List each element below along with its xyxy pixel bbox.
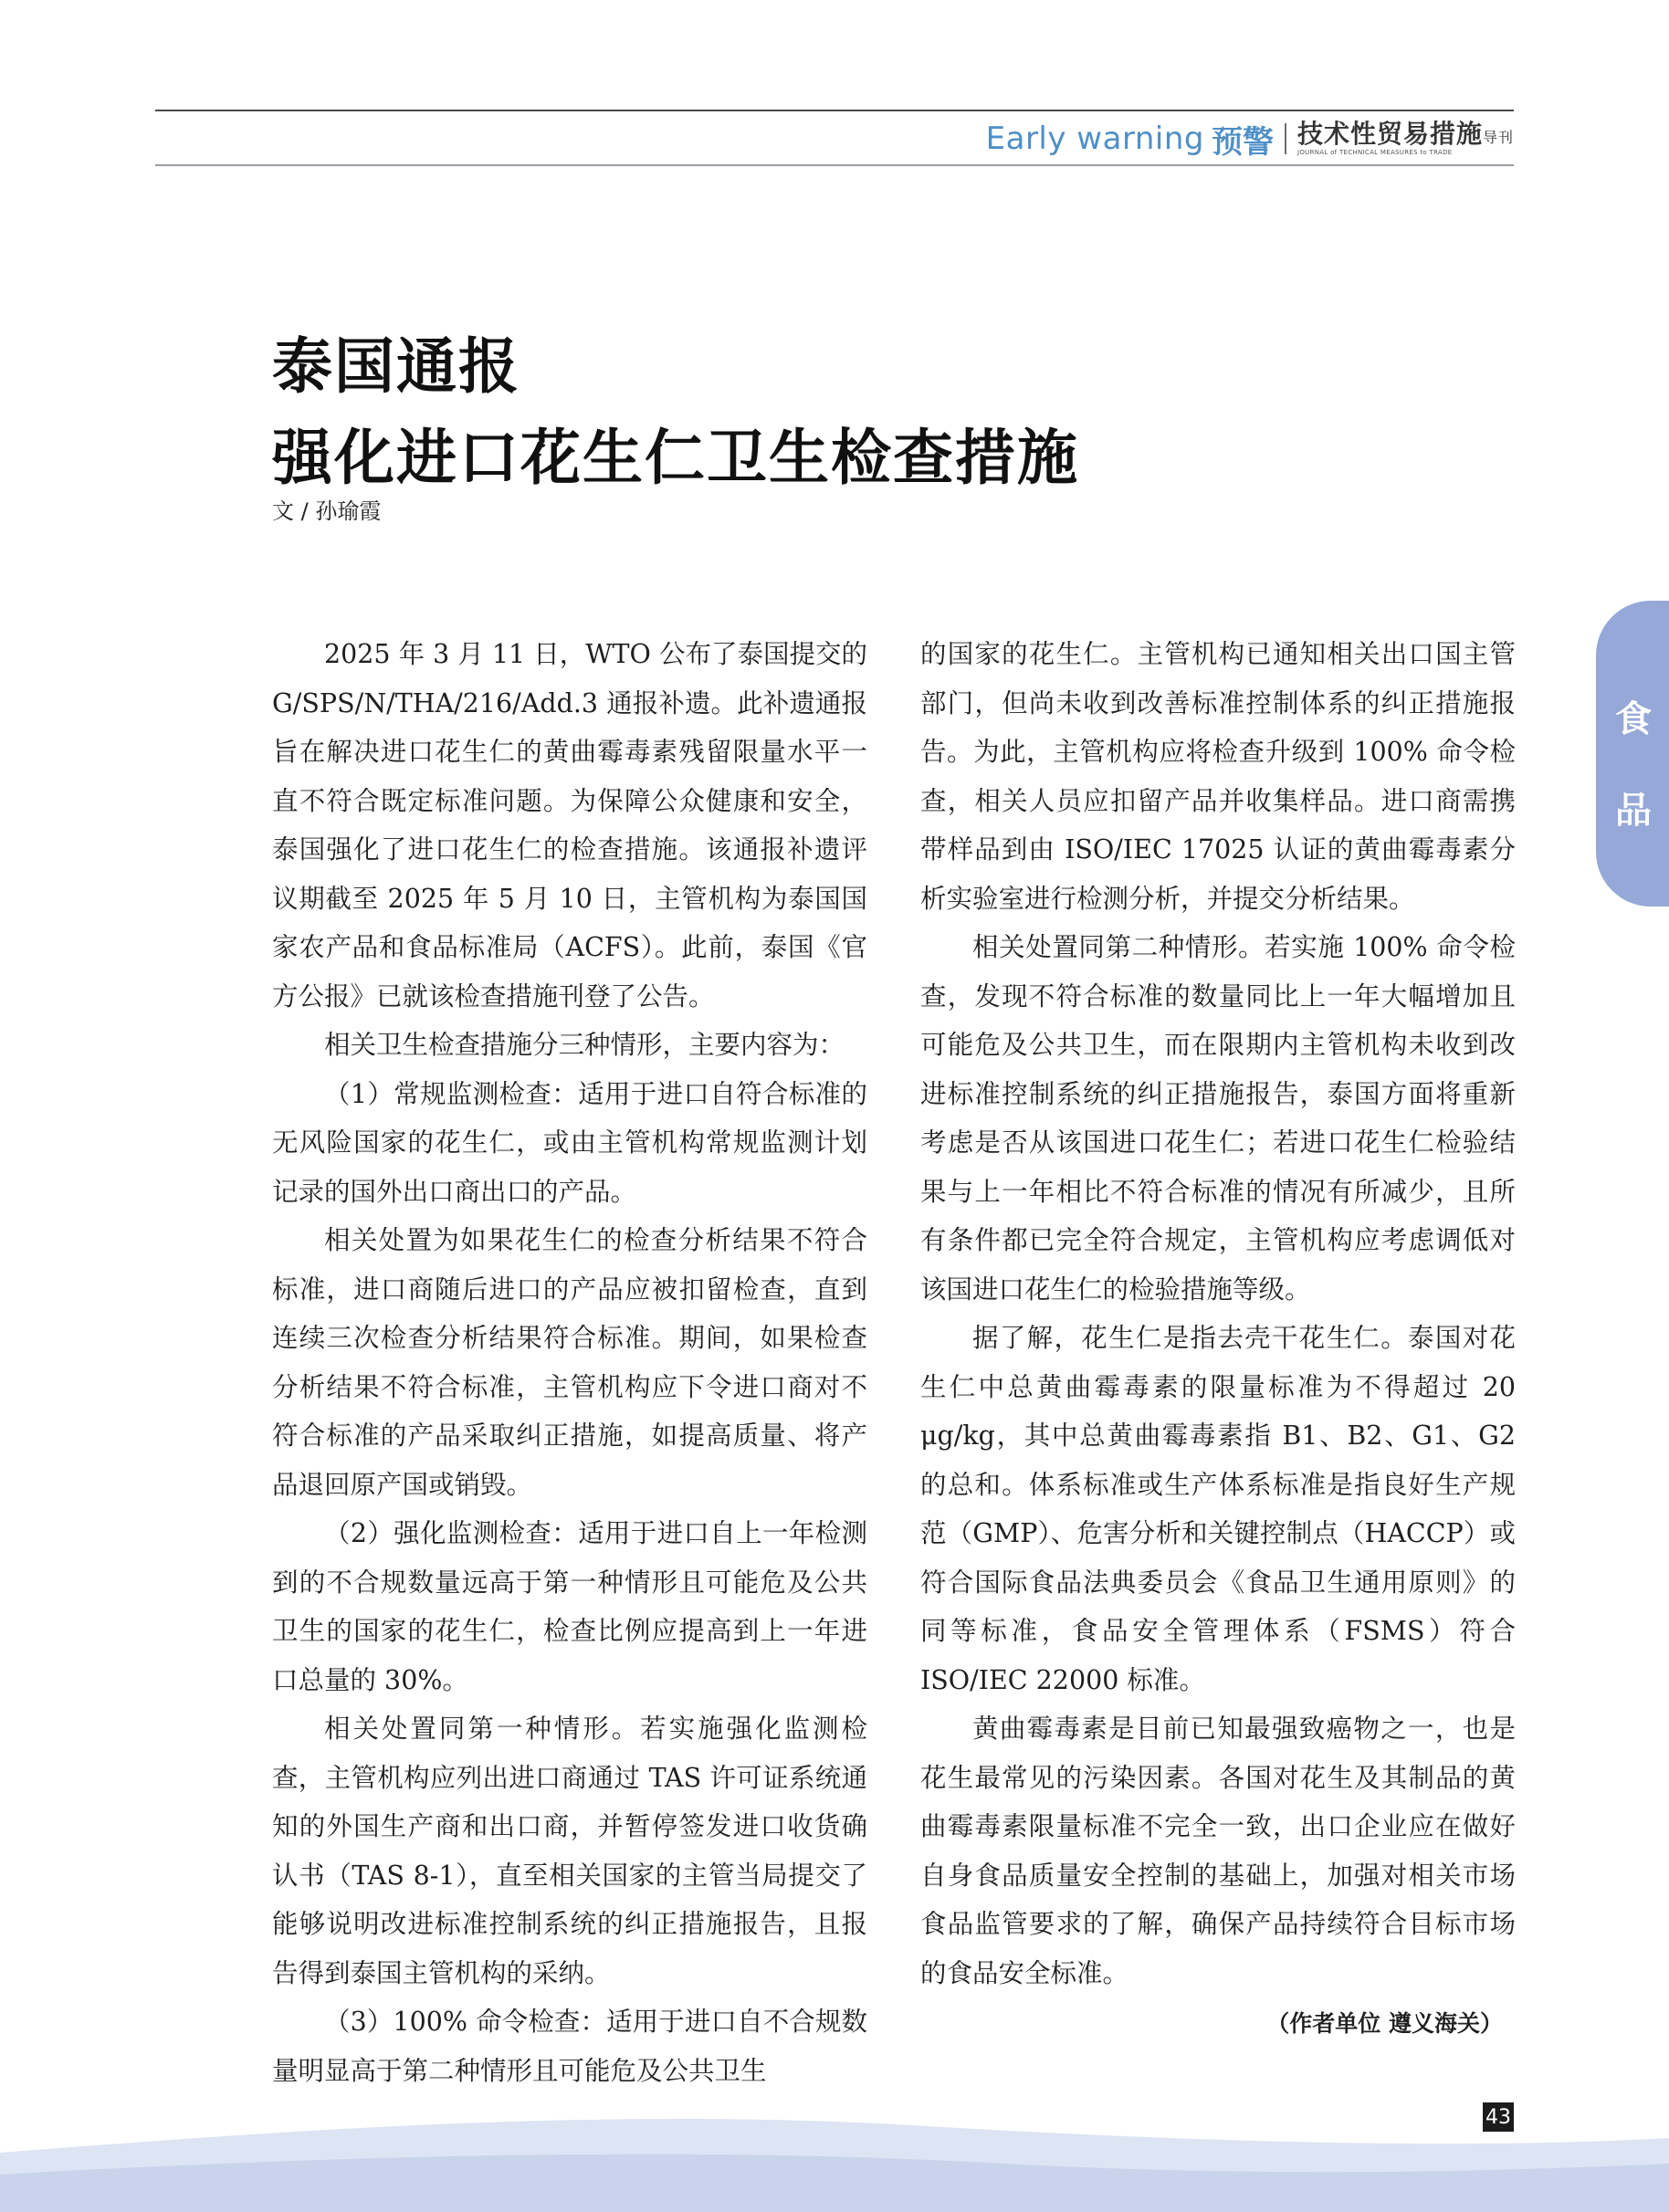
title-line-1: 泰国通报 — [272, 331, 520, 402]
paragraph: 黄曲霉毒素是目前已知最强致癌物之一，也是花生最常见的污染因素。各国对花生及其制品的黄曲霉毒素限量标准不完全一致，出口企业应在做好自身食品质量安全控制的基础上，加强对相关市场食品监管要求的了解，确保产品持续符合目标市场的食品安全标准。 — [920, 1714, 1516, 1988]
paragraph: 相关处置同第二种情形。若实施 100% 命令检查，发现不符合标准的数量同比上一年大幅增加且可能危及公共卫生，而在限期内主管机构未收到改进标准控制系统的纠正措施报告，泰国方面将重新考虑是否从该国进口花生仁；若进口花生仁检验结果与上一年相比不符合标准的情况有所减少，且所有条件都已完全符合规定，主管机构应考虑调低对该国进口花生仁的检验措施等级。 — [920, 932, 1516, 1305]
header-rule-top — [155, 110, 1514, 111]
section-tab-char-2: 品 — [1615, 790, 1652, 832]
page-number: 43 — [1483, 2102, 1514, 2132]
paragraph: 2025 年 3 月 11 日，WTO 公布了泰国提交的 G/SPS/N/THA/216/Add.3 通报补遗。此补遗通报旨在解决进口花生仁的黄曲霉毒素残留限量水平一直不符合既定标准问题。为保障公众健康和安全，泰国强化了进口花生仁的检查措施。该通报补遗评议期截至 2025 年 5 月 10 日，主管机构为泰国国家农产品和食品标准局（ACFS）。此前，泰国《官方公报》已就该检查措施刊登了公告。 — [272, 639, 867, 1012]
footer-wave-decoration — [0, 2100, 1669, 2212]
paragraph: （3）100% 命令检查：适用于进口自不合规数量明显高于第二种情形且可能危及公共卫生 — [272, 2007, 867, 2086]
author-unit: （作者单位 遵义海关） — [1266, 2010, 1503, 2037]
byline: 文 / 孙瑜霞 — [272, 498, 382, 524]
journal-logo — [1297, 121, 1514, 156]
header-separator — [1285, 123, 1286, 154]
journal-suffix: 导刊 — [1482, 129, 1514, 146]
paragraph: （1）常规监测检查：适用于进口自符合标准的无风险国家的花生仁，或由主管机构常规监测计划记录的国外出口商出口的产品。 — [272, 1078, 867, 1207]
section-tab-food — [1596, 601, 1669, 907]
title-line-2: 强化进口花生仁卫生检查措施 — [272, 423, 1079, 493]
running-header — [985, 119, 1514, 161]
header-yujing: 预警 — [1211, 123, 1274, 161]
paragraph: 相关处置为如果花生仁的检查分析结果不符合标准，进口商随后进口的产品应被扣留检查，直到连续三次检查分析结果符合标准。期间，如果检查分析结果不符合标准，主管机构应下令进口商对不符合标准的产品采取纠正措施，如提高质量、将产品退回原产国或销毁。 — [272, 1225, 867, 1500]
paragraph: （2）强化监测检查：适用于进口自上一年检测到的不合规数量远高于第一种情形且可能危及公共卫生的国家的花生仁，检查比例应提高到上一年进口总量的 30%。 — [272, 1518, 867, 1695]
journal-name: 技术性贸易措施 — [1296, 119, 1483, 149]
section-tab-char-1: 食 — [1615, 698, 1652, 740]
journal-english-name: JOURNAL of TECHNICAL MEASURES to TRADE — [1296, 149, 1453, 156]
header-early-warning: Early warning — [985, 121, 1204, 157]
paragraph-continued: 的国家的花生仁。主管机构已通知相关出口国主管部门，但尚未收到改善标准控制体系的纠正措施报告。为此，主管机构应将检查升级到 100% 命令检查，相关人员应扣留产品并收集样品。进口商需携带样品到由 ISO/IEC 17025 认证的黄曲霉毒素分析实验室进行检测分析，并提交分析结果。 — [920, 639, 1516, 914]
right-column — [920, 630, 1516, 2049]
article-title — [272, 321, 1079, 504]
paragraph: 据了解，花生仁是指去壳干花生仁。泰国对花生仁中总黄曲霉毒素的限量标准为不得超过 20 μg/kg，其中总黄曲霉毒素指 B1、B2、G1、G2 的总和。体系标准或生产体系标准是指良好生产规范（GMP）、危害分析和关键控制点（HACCP）或符合国际食品法典委员会《食品卫生通用原则》的同等标准，食品安全管理体系（FSMS）符合 ISO/IEC 22000 标准。 — [920, 1323, 1516, 1695]
header-rule-bottom — [155, 164, 1514, 166]
left-column — [272, 630, 867, 2095]
paragraph: 相关处置同第一种情形。若实施强化监测检查，主管机构应列出进口商通过 TAS 许可证系统通知的外国生产商和出口商，并暂停签发进口收货确认书（TAS 8-1），直至相关国家的主管当局提交了能够说明改进标准控制系统的纠正措施报告，且报告得到泰国主管机构的采纳。 — [272, 1714, 867, 1988]
paragraph: 相关卫生检查措施分三种情形，主要内容为： — [324, 1030, 845, 1060]
